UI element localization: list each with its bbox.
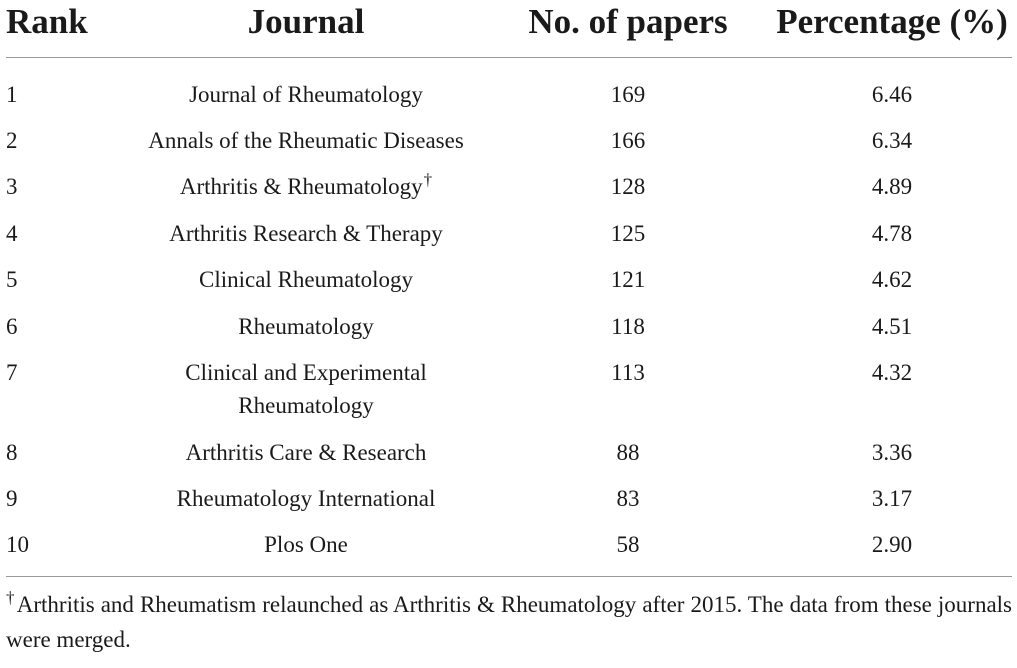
cell-journal-name: Plos One [264, 532, 348, 557]
cell-rank: 7 [6, 360, 18, 385]
cell-percentage: 3.36 [871, 440, 913, 465]
cell-journal [136, 436, 476, 469]
cell-journal [136, 170, 476, 205]
footer-divider [6, 576, 1012, 577]
cell-rank: 6 [6, 314, 18, 339]
header-percentage: Percentage (%) [776, 2, 1008, 41]
cell-journal-name: Rheumatology [238, 314, 374, 339]
header-rank: Rank [6, 2, 88, 41]
cell-papers: 125 [610, 221, 646, 246]
cell-percentage: 4.89 [871, 174, 913, 199]
cell-rank: 8 [6, 440, 18, 465]
cell-journal-name: Clinical and Experimental Rheumatology [185, 360, 427, 418]
table-header-row [0, 0, 1013, 48]
cell-papers: 118 [611, 314, 645, 339]
cell-percentage: 3.17 [871, 486, 913, 511]
header-papers: No. of papers [528, 2, 728, 41]
cell-papers: 83 [616, 486, 640, 511]
cell-rank: 3 [6, 174, 18, 199]
cell-percentage: 4.32 [871, 360, 913, 385]
cell-papers: 166 [610, 128, 646, 153]
cell-papers: 128 [610, 174, 646, 199]
cell-journal-name: Arthritis Care & Research [185, 440, 427, 465]
cell-journal-name: Clinical Rheumatology [199, 267, 413, 292]
cell-rank: 2 [6, 128, 18, 153]
cell-journal-name: Rheumatology International [176, 486, 436, 511]
cell-rank: 10 [6, 532, 29, 557]
cell-journal [136, 482, 476, 515]
cell-papers: 88 [616, 440, 640, 465]
header-journal: Journal [247, 2, 365, 41]
cell-percentage: 4.78 [871, 221, 913, 246]
cell-journal-name: Journal of Rheumatology [189, 82, 423, 107]
cell-journal [136, 124, 476, 157]
cell-percentage: 2.90 [871, 532, 913, 557]
footnote-mark: † [6, 588, 15, 607]
cell-percentage: 4.62 [871, 267, 913, 292]
cell-journal-name: Arthritis & Rheumatology [179, 174, 423, 199]
cell-papers: 169 [610, 82, 646, 107]
footnote-text: Arthritis and Rheumatism relaunched as Arthritis & Rheumatology after 2015. The data from these journals were merged. [6, 592, 1012, 652]
cell-journal [136, 528, 476, 561]
cell-rank: 1 [6, 82, 18, 107]
cell-percentage: 6.46 [871, 82, 913, 107]
cell-rank: 4 [6, 221, 18, 246]
table-footnote [6, 588, 1012, 656]
cell-journal [136, 263, 476, 296]
cell-papers: 58 [616, 532, 640, 557]
cell-journal [136, 78, 476, 111]
header-divider [6, 57, 1012, 58]
cell-papers: 121 [610, 267, 646, 292]
cell-journal-name: Annals of the Rheumatic Diseases [148, 128, 464, 153]
cell-journal-name: Arthritis Research & Therapy [169, 221, 443, 246]
cell-journal [136, 356, 476, 422]
cell-journal [136, 310, 476, 343]
cell-papers: 113 [611, 360, 645, 385]
cell-rank: 9 [6, 486, 18, 511]
cell-percentage: 4.51 [871, 314, 913, 339]
cell-rank: 5 [6, 267, 18, 292]
cell-percentage: 6.34 [871, 128, 913, 153]
cell-journal [136, 217, 476, 250]
footnote-marker: † [423, 170, 433, 189]
